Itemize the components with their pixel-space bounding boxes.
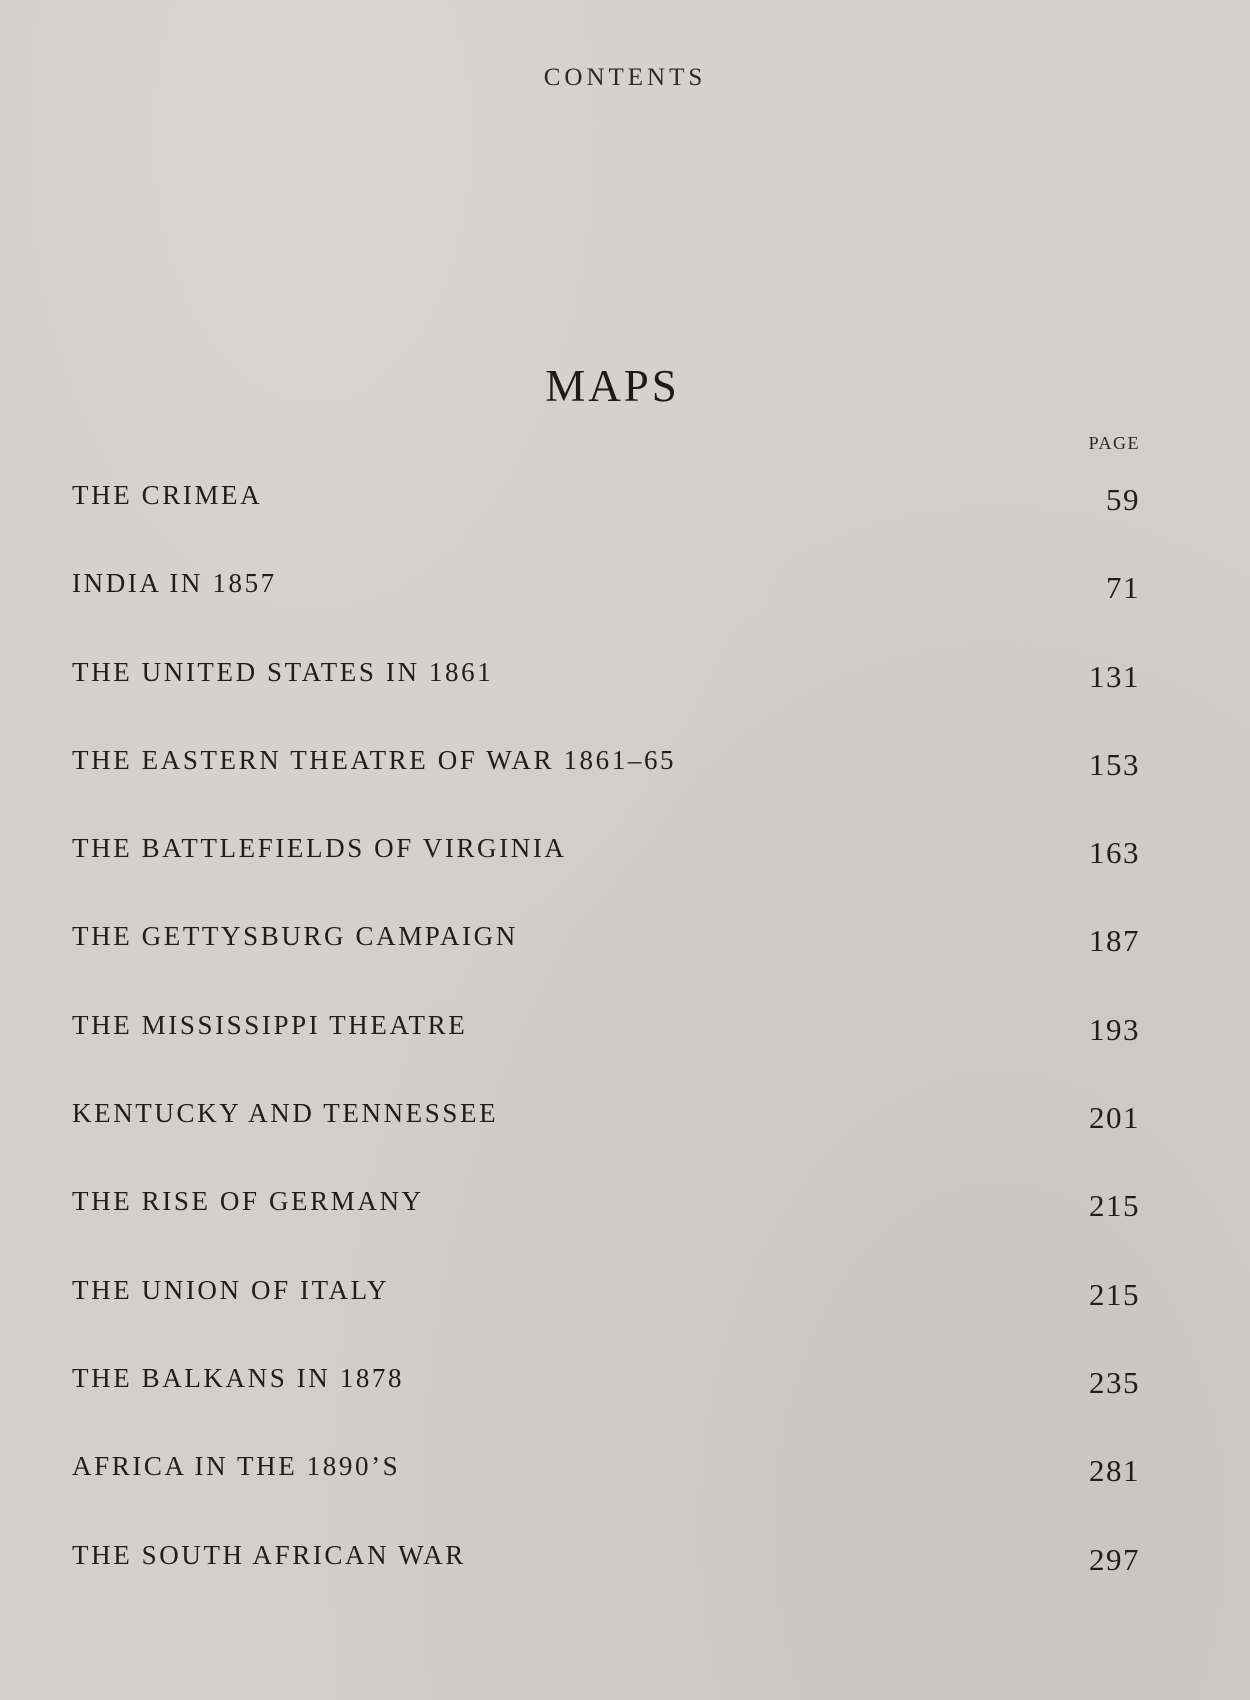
- running-head: CONTENTS: [543, 64, 707, 91]
- entry-title: KENTUCKY AND TENNESSEE: [72, 1098, 499, 1129]
- entry-title: THE EASTERN THEATRE OF WAR 1861–65: [72, 744, 677, 775]
- list-item: [72, 1010, 1140, 1098]
- list-item: [72, 568, 1140, 656]
- list-item: [72, 1363, 1140, 1451]
- entry-page-number: 235: [1089, 1364, 1140, 1400]
- list-item: [72, 1098, 1140, 1186]
- entry-page-number: 131: [1089, 658, 1140, 694]
- entry-title: THE GETTYSBURG CAMPAIGN: [72, 921, 518, 952]
- entry-page-number: 215: [1089, 1276, 1140, 1312]
- entry-title: AFRICA IN THE 1890’S: [72, 1451, 401, 1482]
- entry-title: THE SOUTH AFRICAN WAR: [72, 1539, 466, 1570]
- list-item: [72, 1540, 1140, 1628]
- entry-page-number: 297: [1089, 1541, 1140, 1577]
- entry-title: THE CRIMEA: [72, 480, 263, 510]
- list-item: [72, 1186, 1140, 1274]
- entry-title: INDIA IN 1857: [72, 568, 277, 599]
- entry-page-number: 187: [1089, 923, 1140, 959]
- page-column-label: PAGE: [1088, 433, 1140, 453]
- entry-page-number: 193: [1089, 1011, 1140, 1047]
- entry-title: THE BATTLEFIELDS OF VIRGINIA: [72, 833, 567, 864]
- entry-page-number: 281: [1089, 1453, 1140, 1489]
- entry-page-number: 163: [1089, 835, 1140, 871]
- entry-title: THE UNITED STATES IN 1861: [72, 656, 494, 687]
- maps-list: [72, 480, 1140, 1628]
- entry-title: THE UNION OF ITALY: [72, 1274, 390, 1305]
- list-item: [72, 921, 1140, 1009]
- list-item: [72, 1451, 1140, 1539]
- section-title: MAPS: [545, 361, 680, 411]
- entry-title: THE RISE OF GERMANY: [72, 1186, 424, 1217]
- list-item: [72, 657, 1140, 745]
- list-item: [72, 480, 1140, 568]
- list-item: [72, 1275, 1140, 1363]
- entry-page-number: 201: [1089, 1100, 1140, 1136]
- entry-page-number: 153: [1089, 746, 1140, 782]
- list-item: [72, 745, 1140, 833]
- list-item: [72, 833, 1140, 921]
- entry-page-number: 59: [1106, 482, 1140, 517]
- entry-title: THE BALKANS IN 1878: [72, 1362, 405, 1393]
- entry-title: THE MISSISSIPPI THEATRE: [72, 1009, 468, 1040]
- entry-page-number: 71: [1106, 570, 1140, 606]
- entry-page-number: 215: [1089, 1188, 1140, 1224]
